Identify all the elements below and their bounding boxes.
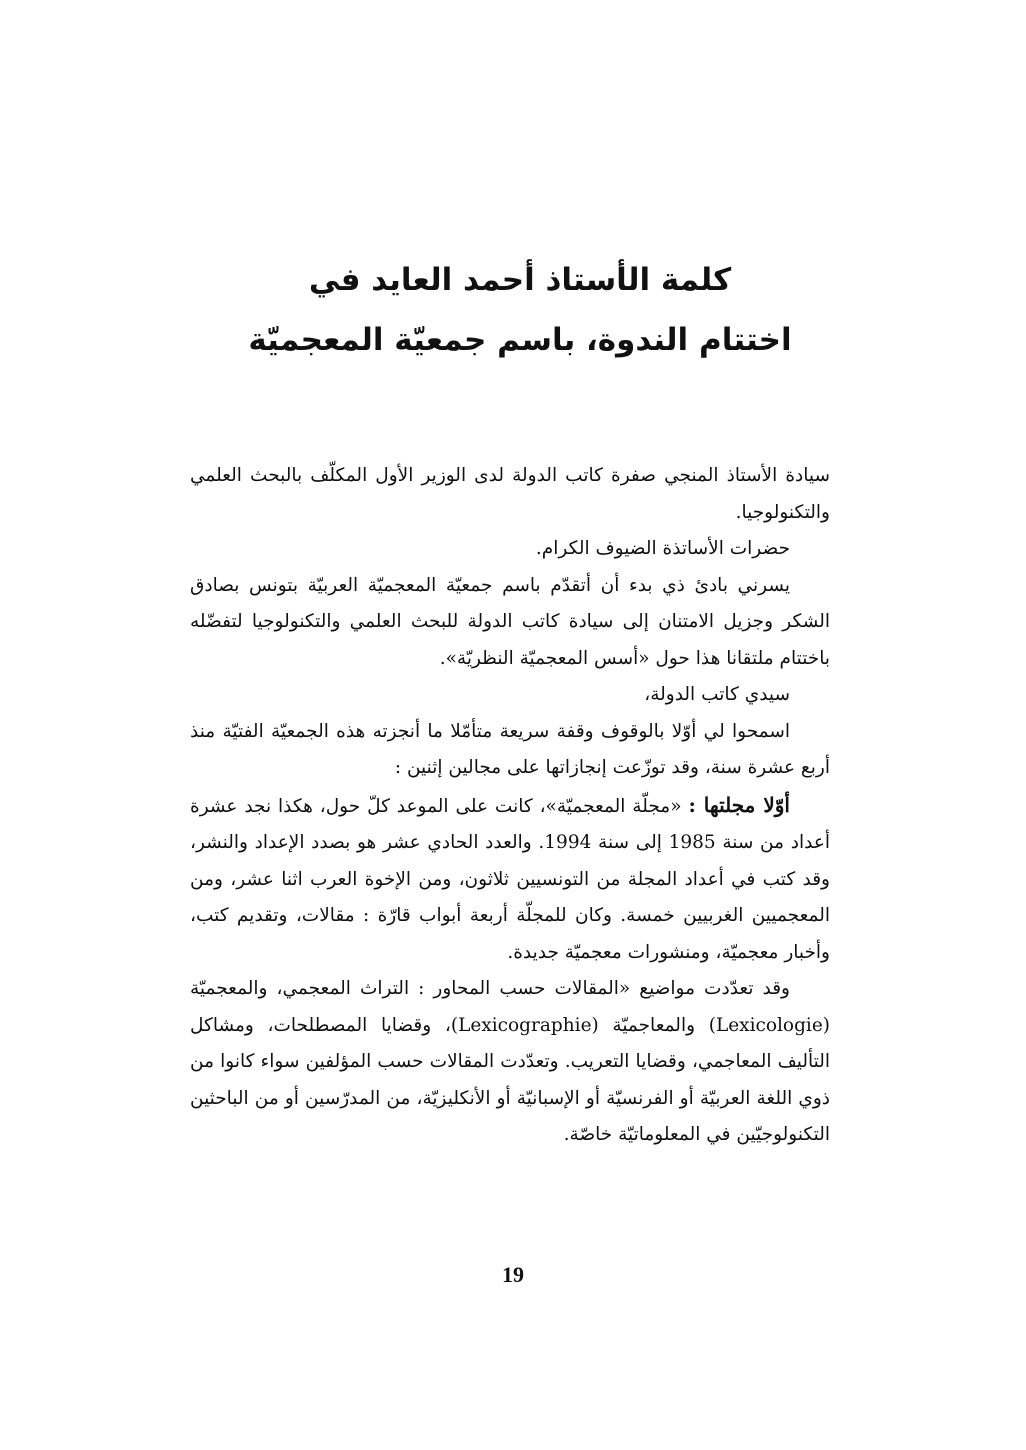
paragraph-salutation: سيدي كاتب الدولة، [644, 684, 790, 705]
page-number: 19 [502, 1262, 524, 1287]
paragraph-topics: وقد تعدّدت مواضيع «المقالات حسب المحاور : التراث المعجمي، والمعجميّة (Lexicologie) والمعاجميّة (Lexicographie)، وقضايا المصطلحات، ومشاكل التأليف المعاجمي، وقضايا التعريب. وتعدّدت المقالات حسب المؤلفين سواء كانوا من ذوي اللغة العربيّة أو الفرنسيّة أو الإسبانيّة أو الأنكليزيّة، من المدرّسين أو من الباحثين التكنولوجيّين في المعلوماتيّة خاصّة. [190, 978, 831, 1145]
title-line-2: اختتام الندوة، باسم جمعيّة المعجميّة [248, 322, 792, 358]
paragraph-thanks: يسرني بادئ ذي بدء أن أتقدّم باسم جمعيّة المعجميّة العربيّة بتونس بصادق الشكر وجزيل الامتنان إلى سيادة كاتب الدولة للبحث العلمي والتكنولوجيا لتفضّله باختتام ملتقانا هذا حول «أسس المعجميّة النظريّة». [190, 574, 830, 669]
title-block [180, 250, 860, 370]
body-text [190, 458, 830, 1154]
title-line-1: كلمة الأستاذ أحمد العايد في [308, 262, 732, 298]
paragraph-intro: اسمحوا لي أوّلا بالوقوف وقفة سريعة متأمّلا ما أنجزته هذه الجمعيّة الفتيّة منذ أربع عشرة سنة، وقد توزّعت إنجازاتها على مجالين إثنين : [190, 720, 830, 778]
paragraph-address: سيادة الأستاذ المنجي صفرة كاتب الدولة لدى الوزير الأول المكلّف بالبحث العلمي والتكنولوجيا. [190, 465, 830, 523]
paragraph-greeting: حضرات الأساتذة الضيوف الكرام. [535, 538, 790, 559]
section-heading: أوّلا مجلتها : [688, 792, 790, 817]
paragraph-journal [190, 787, 830, 972]
section-text: «مجلّة المعجميّة»، كانت على الموعد كلّ حول، هكذا نجد عشرة أعداد من سنة 1985 إلى سنة 1994. والعدد الحادي عشر هو بصدد الإعداد والنشر، وقد كتب في أعداد المجلة من التونسيين ثلاثون، ومن الإخوة العرب اثنا عشر، ومن المعجميين الغربيين خمسة. وكان للمجلّة أربعة أبواب قارّة : مقالات، وتقديم كتب، وأخبار معجميّة، ومنشورات معجميّة جديدة. [190, 795, 830, 963]
